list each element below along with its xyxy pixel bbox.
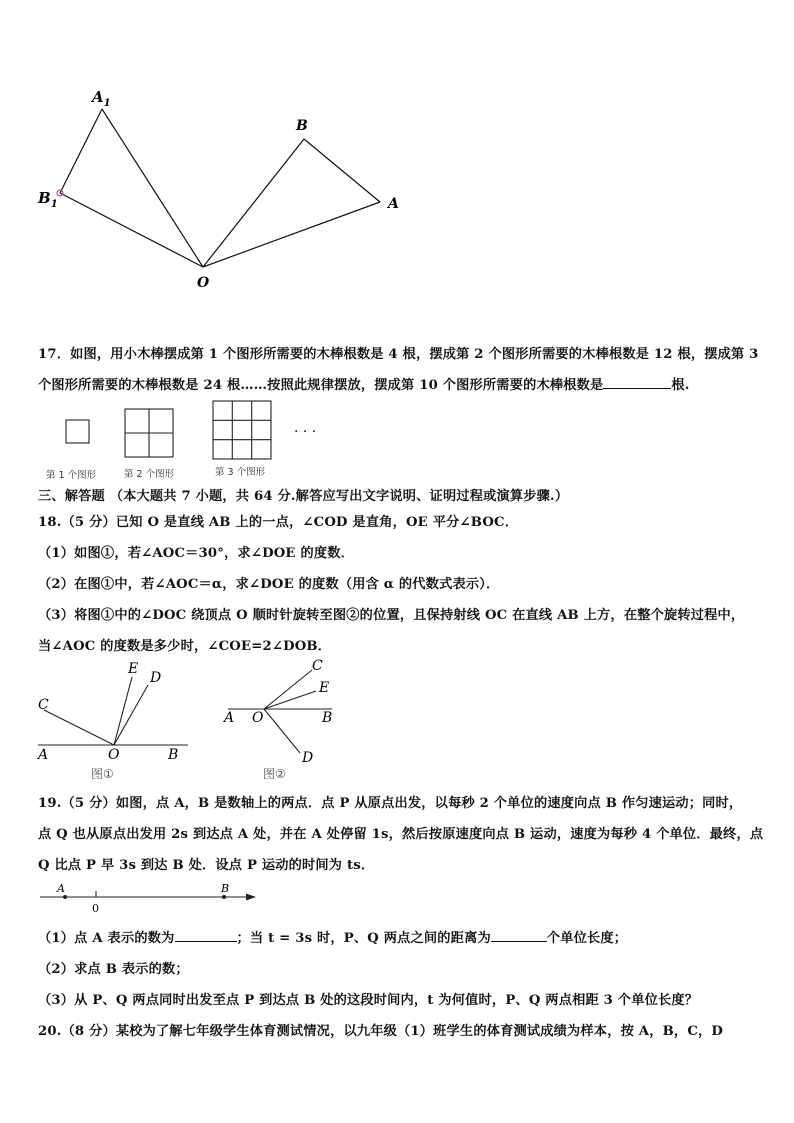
q17-line2-text: 个图形所需要的木棒根数是 24 根……按照此规律摆放，摆成第 10 个图形所需要的木棒根数是 (38, 378, 604, 393)
q18-part2: （2）在图①中，若∠AOC＝α，求∠DOE 的度数（用含 α 的代数式表示）． (38, 577, 500, 592)
pattern-3-grid (213, 401, 271, 459)
q20-line1: 20.（8 分）某校为了解七年级学生体育测试情况，以九年级（1）班学生的体育测试成绩为样本，按 A，B，C，D (38, 1024, 724, 1039)
q19-line1: 19.（5 分）如图，点 A，B 是数轴上的两点．点 P 从原点出发，以每秒 2 个单位的速度向点 B 作匀速运动；同时， (38, 796, 743, 811)
fig1-label-c: C (38, 697, 49, 713)
pattern-2-caption: 第 2 个图形 (124, 469, 175, 480)
pattern-1-caption: 第 1 个图形 (46, 470, 97, 481)
q19-line2: 点 Q 也从原点出发用 2s 到达点 A 处，并在 A 处停留 1s，然后按原速度向点 B 运动，速度为每秒 4 个单位．最终，点 (38, 827, 764, 842)
point-b-dot (222, 895, 226, 899)
q17-line1: 17．如图，用小木棒摆成第 1 个图形所需要的木棒根数是 4 根，摆成第 2 个图形所需要的木棒根数是 12 根，摆成第 3 (38, 347, 759, 362)
q18-part1: （1）如图①，若∠AOC＝30°，求∠DOE 的度数． (38, 546, 355, 561)
q18-part3-line1: （3）将图①中的∠DOC 绕顶点 O 顺时针旋转至图②的位置，且保持射线 OC 在直线 AB 上方，在整个旋转过程中， (38, 608, 745, 623)
q19-part1-text-a: （1）点 A 表示的数为 (38, 931, 175, 946)
pattern-ellipsis: · · · (294, 424, 317, 440)
fig1-caption: 图① (91, 767, 114, 781)
fig1-label-a: A (38, 747, 49, 763)
number-line (36, 880, 266, 916)
q19-blank-distance (491, 929, 547, 942)
q19-part1-text-c: 个单位长度； (546, 931, 628, 946)
fig1-label-e: E (128, 661, 139, 677)
fig2-label-o: O (252, 710, 264, 726)
section3-title: 三、解答题 （本大题共 7 小题，共 64 分.解答应写出文字说明、证明过程或演算步骤.） (38, 489, 569, 504)
q18-figure-2 (220, 655, 350, 765)
q19-part2: （2）求点 B 表示的数； (38, 962, 189, 977)
q19-part1 (38, 927, 627, 946)
pattern-3-caption: 第 3 个图形 (215, 467, 266, 478)
fig1-label-o: O (108, 747, 120, 763)
q19-line3: Q 比点 P 早 3s 到达 B 处．设点 P 运动的时间为 ts． (38, 858, 375, 873)
label-o: O (197, 275, 210, 291)
q17-answer-blank (603, 376, 671, 389)
fig2-label-d: D (302, 750, 314, 765)
fig2-label-e: E (319, 680, 330, 696)
axis-label-a: A (57, 882, 65, 895)
fig1-label-b: B (168, 747, 179, 763)
q18-stem: 18.（5 分）已知 O 是直线 AB 上的一点，∠COD 是直角，OE 平分∠BOC． (38, 515, 519, 530)
q18-figure-1 (30, 655, 200, 785)
q18-part3-line2: 当∠AOC 的度数是多少时，∠COE=2∠DOB． (38, 639, 332, 654)
fig1-label-d: D (150, 670, 162, 686)
angle-rotation-figure (30, 80, 410, 295)
q19-part3: （3）从 P、Q 两点同时出发至点 P 到达点 B 处的这段时间内，t 为何值时，P、Q 两点相距 3 个单位长度？ (38, 993, 699, 1008)
q17-line2-suffix: 根. (671, 378, 690, 393)
label-b1: $B_1$ (38, 189, 58, 210)
q19-blank-a-value (175, 929, 237, 942)
pattern-2-grid (125, 409, 173, 457)
label-b: B (296, 118, 308, 134)
fig2-label-c: C (312, 658, 323, 674)
axis-label-zero: 0 (92, 902, 99, 915)
q19-part1-text-b: ；当 t = 3s 时，P、Q 两点之间的距离为 (236, 931, 491, 946)
fig2-label-a: A (224, 710, 235, 726)
pattern-1-square (66, 420, 89, 443)
label-a1: $A_1$ (92, 88, 111, 109)
point-a-dot (63, 895, 67, 899)
axis-label-b: B (221, 882, 230, 895)
label-a: A (388, 196, 399, 212)
q17-line2 (38, 374, 690, 393)
fig2-label-b: B (322, 710, 333, 726)
fig2-caption: 图② (263, 767, 286, 781)
